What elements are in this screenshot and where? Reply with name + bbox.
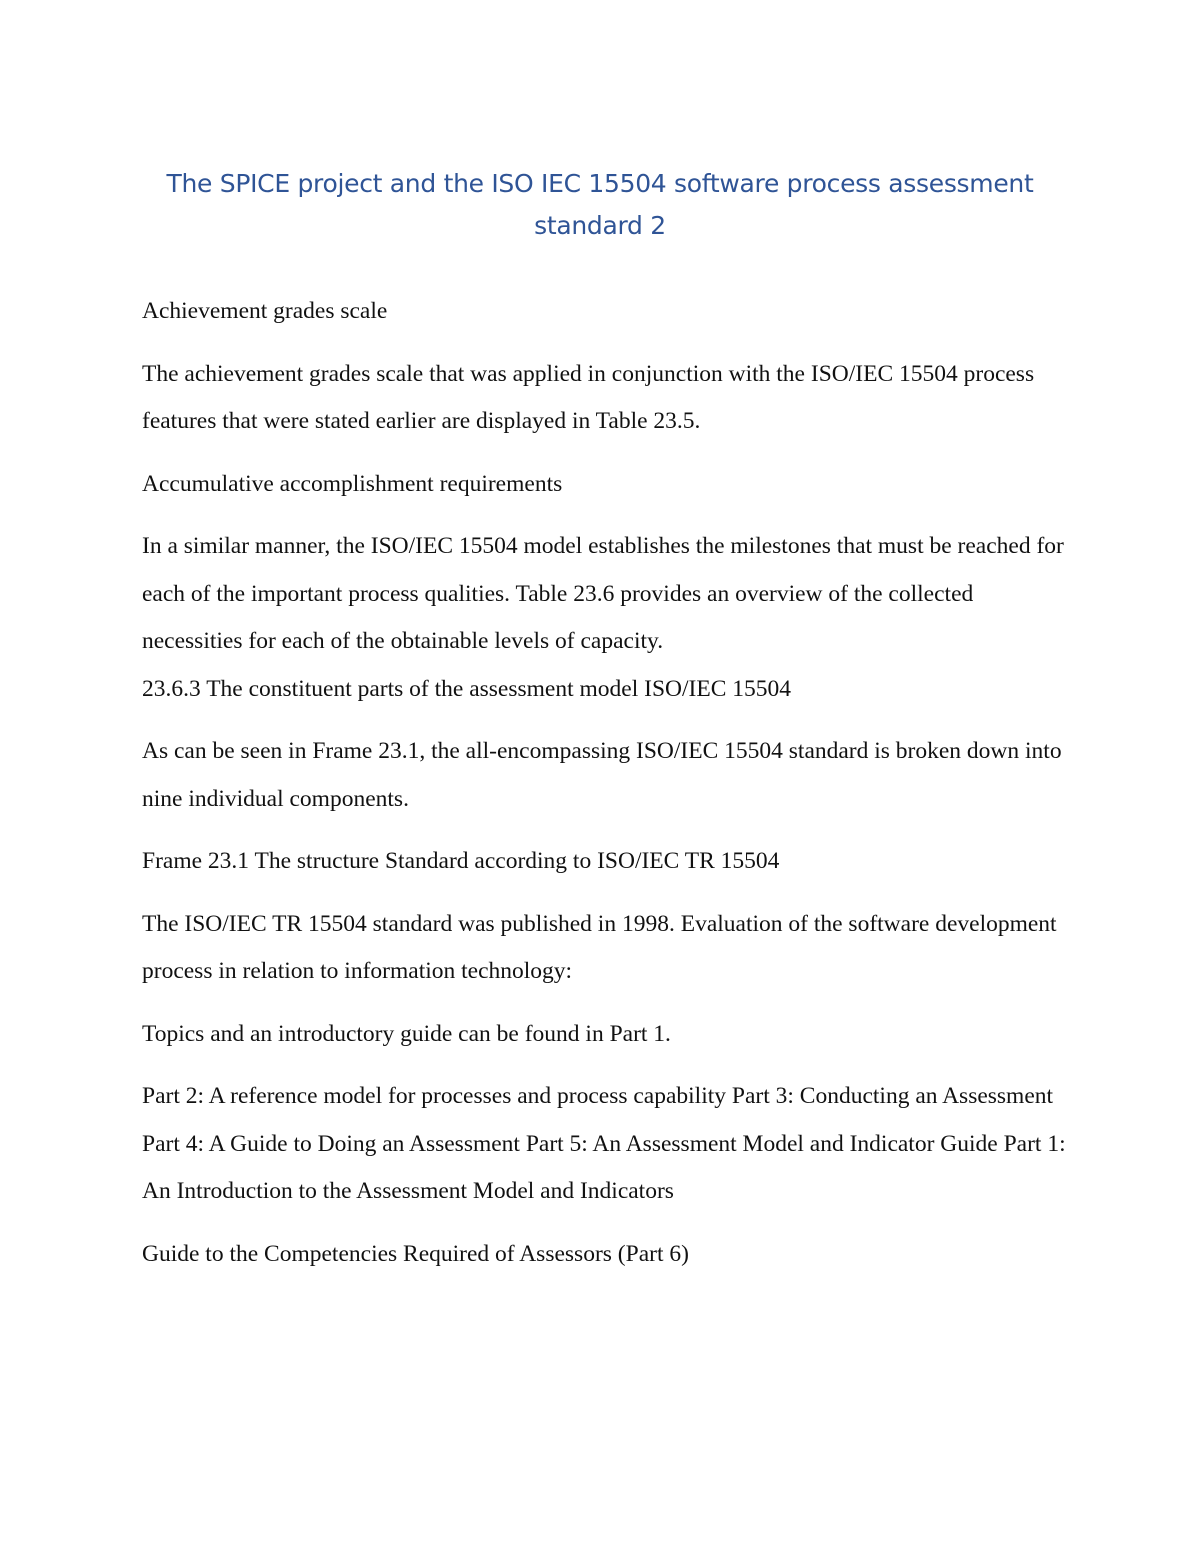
paragraph-nine-components: As can be seen in Frame 23.1, the all-encompassing ISO/IEC 15504 standard is broken down into nine individual components. (142, 738, 1062, 812)
document-body (142, 288, 1067, 1293)
frame-caption: Frame 23.1 The structure Standard according to ISO/IEC TR 15504 (142, 848, 780, 874)
paragraph-achievement-grades: The achievement grades scale that was applied in conjunction with the ISO/IEC 15504 process features that were stated earlier are displayed in Table 23.5. (142, 360, 1035, 434)
section-heading-accumulative-requirements: Accumulative accomplishment requirements (142, 470, 563, 497)
title-line-1: The SPICE project and the ISO IEC 15504 software process assessment (166, 169, 1034, 198)
title-line-2: standard 2 (534, 211, 666, 240)
section-heading-constituent-parts: 23.6.3 The constituent parts of the assessment model ISO/IEC 15504 (142, 675, 791, 702)
paragraph-part-1: Topics and an introductory guide can be found in Part 1. (142, 1020, 671, 1047)
document-title (100, 163, 1100, 247)
paragraph-part-6: Guide to the Competencies Required of Assessors (Part 6) (142, 1240, 689, 1267)
section-heading-achievement-grades: Achievement grades scale (142, 298, 388, 324)
paragraph-parts-list: Part 2: A reference model for processes and process capability Part 3: Conducting an Assessment Part 4: A Guide to Doing an Assessment Part 5: An Assessment Model and Indicator Guide Part 1: An Introduction to the Assessment Model and Indicators (142, 1083, 1066, 1204)
paragraph-publication: The ISO/IEC TR 15504 standard was published in 1998. Evaluation of the software development process in relation to information technology: (142, 910, 1057, 984)
paragraph-milestones: In a similar manner, the ISO/IEC 15504 model establishes the milestones that must be reached for each of the important process qualities. Table 23.6 provides an overview of the collected necessities for each of the obtainable levels of capacity. (142, 533, 1064, 654)
